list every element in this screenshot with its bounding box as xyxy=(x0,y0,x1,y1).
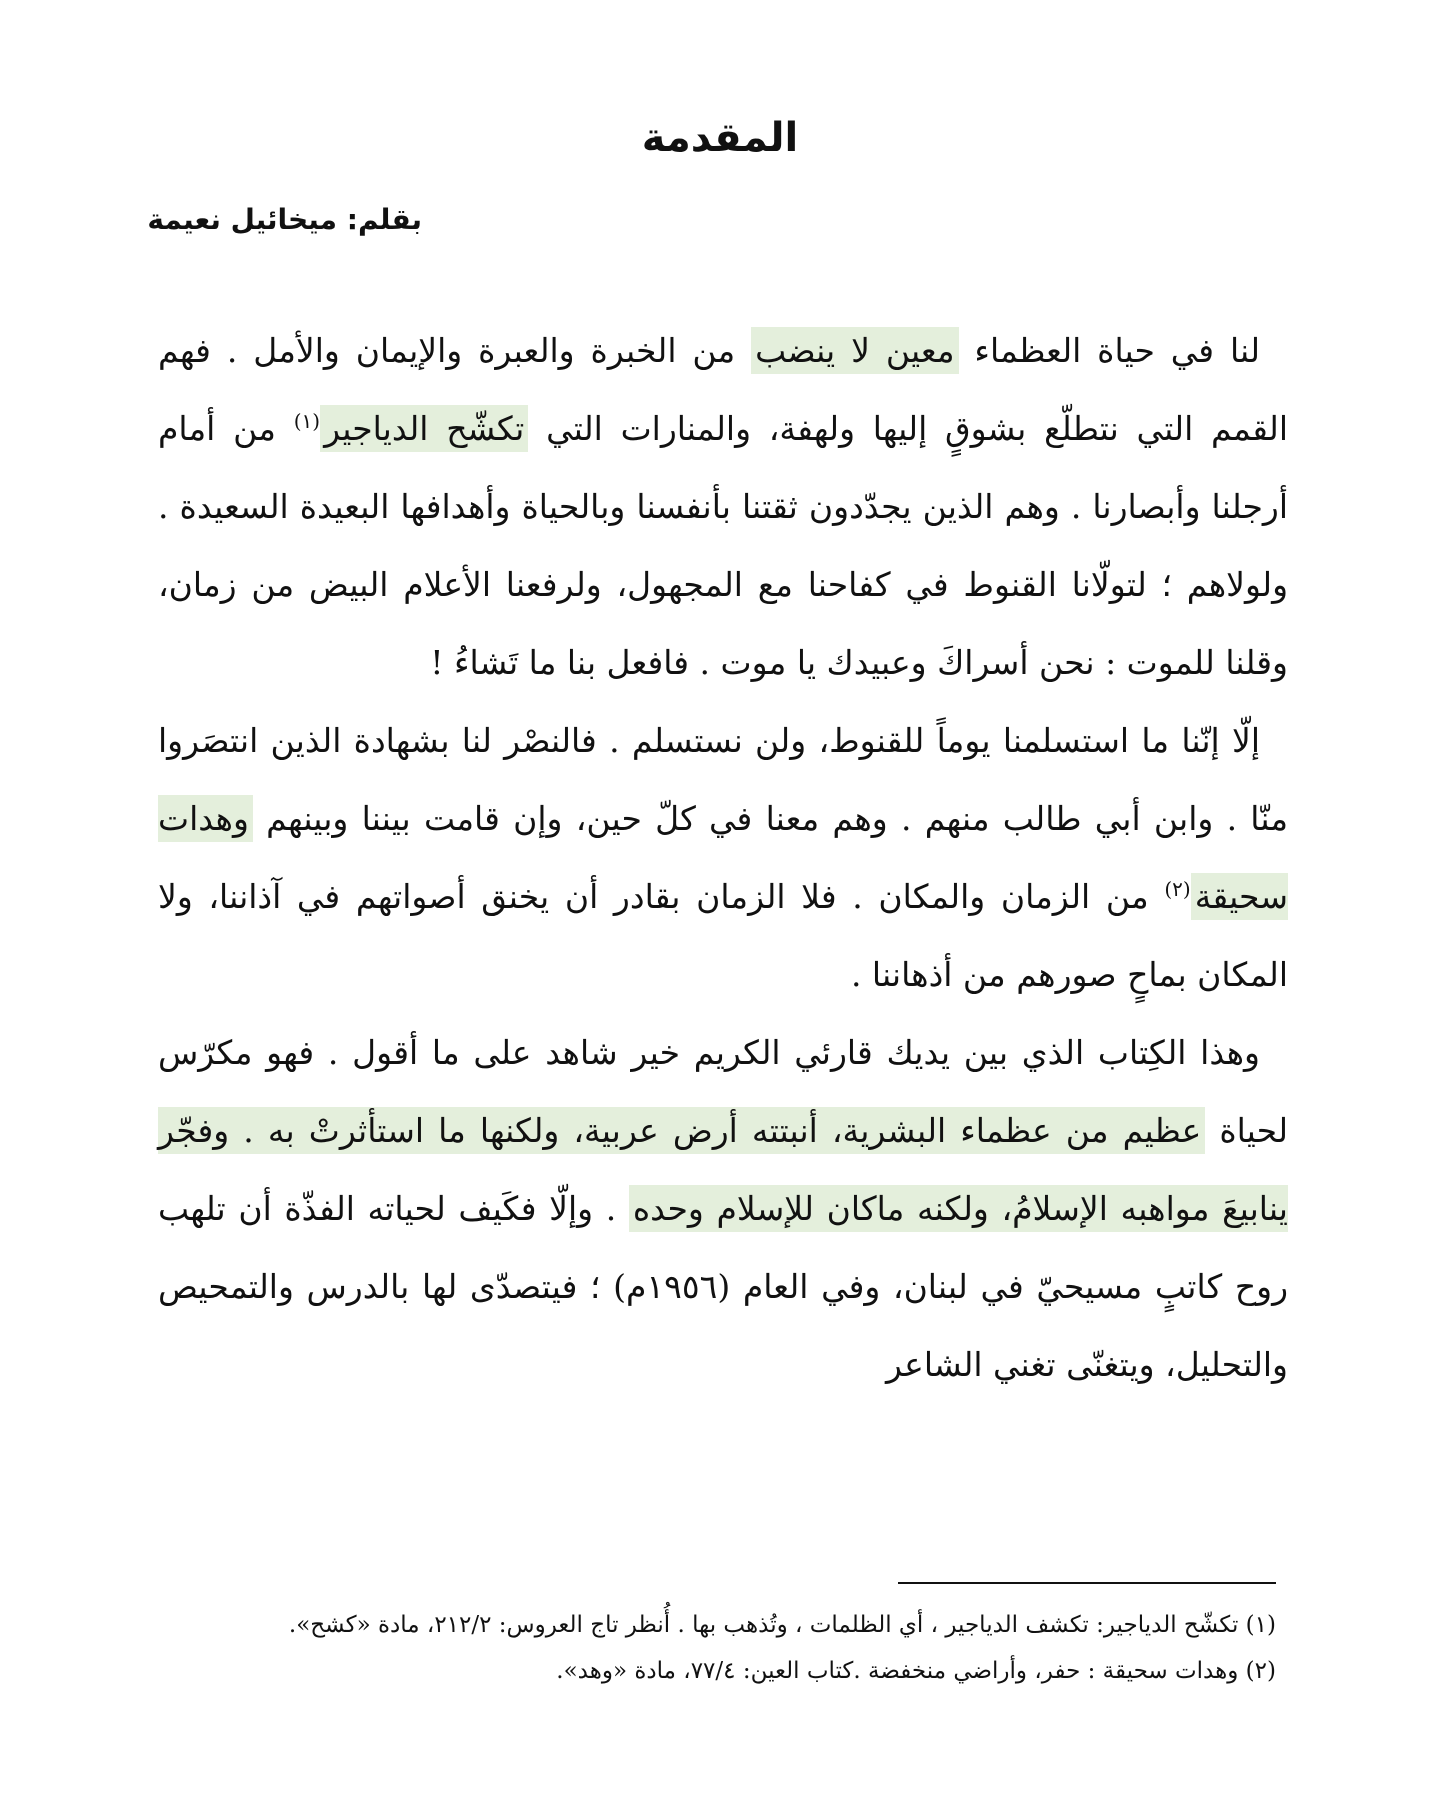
paragraph-text: إلّا إنّنا ما استسلمنا يوماً للقنوط، ولن نستسلم . فالنصْر لنا بشهادة الذين انتصَروا منّا . وابن أبي طالب منهم . وهم معنا في كلّ حين، وإن قامت بيننا وبينهم xyxy=(158,721,1288,838)
page-title: المقدمة xyxy=(641,115,799,161)
paragraph-text: لنا في حياة العظماء xyxy=(958,331,1261,370)
paragraph-text: من الخبرة والعبرة والإيمان والأمل . فهم القمم التي نتطلّع بشوقٍ إليها ولهفة، والمنارات التي xyxy=(158,331,1288,448)
paragraph-3 xyxy=(158,1014,1288,1404)
paragraph-text: من أمام أرجلنا وأبصارنا . وهم الذين يجدّدون ثقتنا بأنفسنا وبالحياة وأهدافها البعيدة السعيدة . ولولاهم ؛ لتولّانا القنوط في كفاحنا مع المجهول، ولرفعنا الأعلام البيض من زمان، وقلنا للموت : نحن أسراكَ وعبيدك يا موت . فافعل بنا ما تَشاءُ ! xyxy=(158,409,1288,682)
paragraph-text: . وإلّا فكَيف لحياته الفذّة أن تلهب روح كاتبٍ مسيحيّ في لبنان، وفي العام (١٩٥٦م) ؛ فيتصدّى لها بالدرس والتمحيص والتحليل، ويتغنّى تغني الشاعر xyxy=(158,1189,1289,1384)
paragraph-1 xyxy=(158,312,1288,702)
highlighted-phrase: عظيم من عظماء البشرية، أنبتته أرض عربية، ولكنها ما استأثرتْ به . وفجّر ينابيعَ مواهبه الإسلامُ، ولكنه ماكان للإسلام وحده xyxy=(158,1107,1288,1232)
author-byline: بقلم: ميخائيل نعيمة xyxy=(147,203,422,236)
paragraph-text: من الزمان والمكان . فلا الزمان بقادر أن يخنق أصواتهم في آذاننا، ولا المكان بماحٍ صورهم من أذهاننا . xyxy=(158,877,1288,994)
footnote-divider xyxy=(898,1582,1276,1584)
footnote-reference: (٢) xyxy=(1164,877,1191,901)
footnote-reference: (١) xyxy=(293,409,321,433)
footnotes xyxy=(146,1602,1276,1694)
body-text xyxy=(158,312,1288,1404)
highlighted-phrase: تكشّح الدياجير xyxy=(320,405,528,452)
footnote-2: (٢) وهدات سحيقة : حفر، وأراضي منخفضة .كتاب العين: ٧٧/٤، مادة «وهد». xyxy=(556,1658,1276,1684)
paragraph-2 xyxy=(158,702,1288,1014)
footnote-1: (١) تكشّح الدياجير: تكشف الدياجير ، أي الظلمات ، وتُذهب بها . أُنظر تاج العروس: ٢١٢/٢، مادة «كشح». xyxy=(288,1612,1276,1638)
paragraph-text: وهذا الكِتاب الذي بين يديك قارئي الكريم خير شاهد على ما أقول . فهو مكرّس لحياة xyxy=(158,1033,1288,1150)
highlighted-phrase: وهدات سحيقة xyxy=(158,795,1288,920)
highlighted-phrase: معين لا ينضب xyxy=(751,327,958,374)
